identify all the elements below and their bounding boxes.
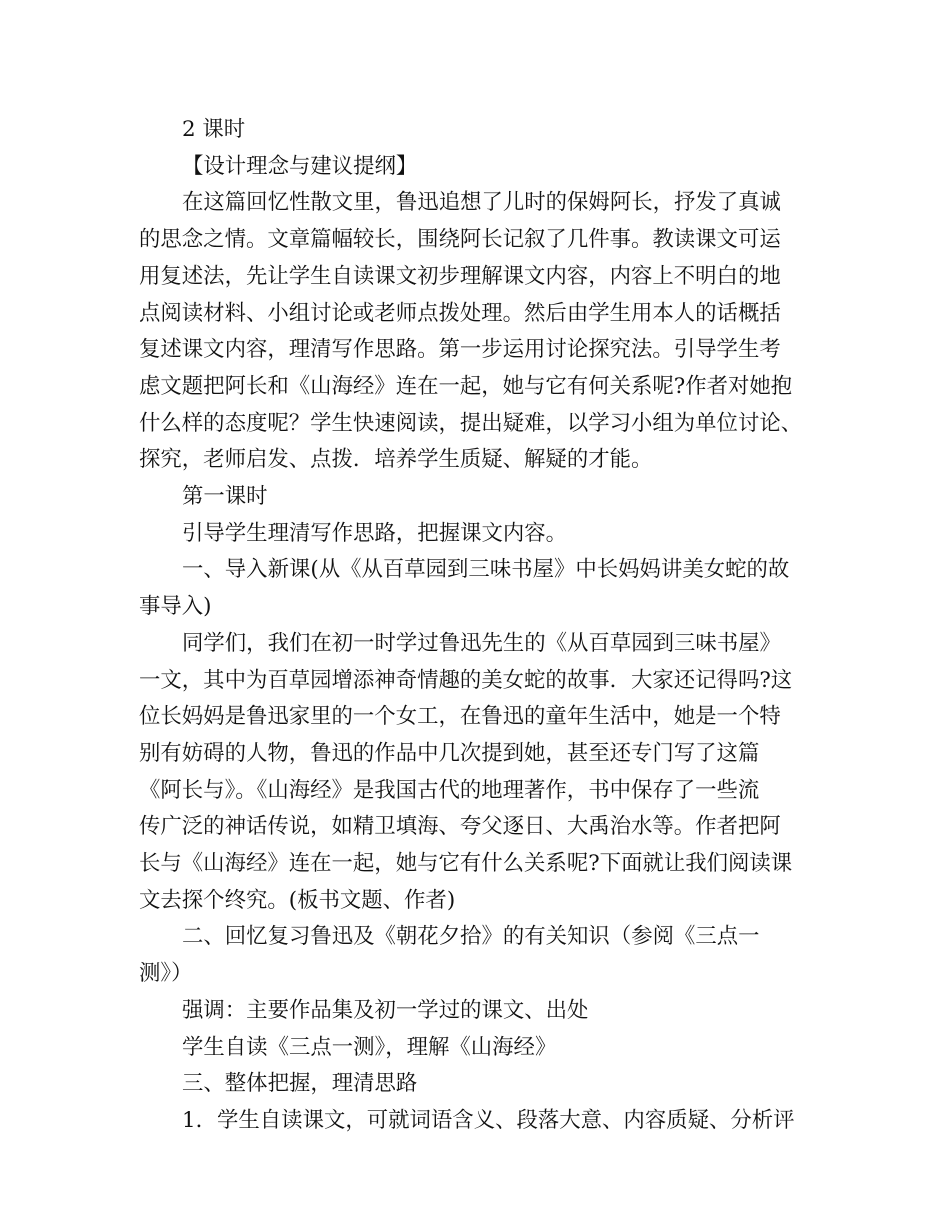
text-line: 长与《山海经》连在一起，她与它有什么关系呢?下面就让我们阅读课 [139,851,793,877]
step-heading-1: 一、导入新课(从《从百草园到三味书屋》中长妈妈讲美女蛇的故 [182,557,790,583]
text-line: 别有妨碍的人物，鲁迅的作品中几次提到她，甚至还专门写了这篇 [139,740,760,766]
text-line: 用复述法，先让学生自读课文初步理解课文内容，内容上不明白的地 [139,263,781,289]
text-line: 《阿长与》。《山海经》是我国古代的地理著作，书中保存了一些流 [139,777,760,803]
text-line: 探究，老师启发、点拨．培养学生质疑、解疑的才能。 [139,447,653,473]
text-line: 一文，其中为百草园增添神奇情趣的美女蛇的故事．大家还记得吗?这 [139,667,793,693]
document-body [139,112,829,1140]
text-line: 引导学生理清写作思路，把握课文内容。 [182,520,568,546]
text-line: 强调：主要作品集及初一学过的课文、出处 [182,997,589,1023]
text-line: 什么样的态度呢？学生快速阅读，提出疑难，以学习小组为单位讨论、 [139,410,803,436]
text-line: 的思念之情。文章篇幅较长，围绕阿长记叙了几件事。教读课文可运 [139,227,781,253]
text-line: 文去探个终究。(板书文题、作者) [139,887,456,913]
text-line: 虑文题把阿长和《山海经》连在一起，她与它有何关系呢?作者对她抱 [139,373,793,399]
text-line: 点阅读材料、小组讨论或老师点拨处理。然后由学生用本人的话概括 [139,300,781,326]
step-heading-3: 三、整体把握，理清思路 [182,1071,418,1097]
section-heading-design: 【设计理念与建议提纲】 [182,153,418,179]
text-line: 在这篇回忆性散文里，鲁迅追想了儿时的保姆阿长，抒发了真诚 [182,190,781,216]
text-line: 事导入) [139,594,212,620]
section-heading-first-lesson: 第一课时 [182,484,268,510]
step-heading-2: 二、回忆复习鲁迅及《朝花夕拾》的有关知识（参阅《三点一 [182,924,760,950]
text-line: 复述课文内容，理清写作思路。第一步运用讨论探究法。引导学生考 [139,337,781,363]
text-line: 1．学生自读课文，可就词语含义、段落大意、内容质疑、分析评 [182,1107,795,1133]
text-line: 位长妈妈是鲁迅家里的一个女工，在鲁迅的童年生活中，她是一个特 [139,704,781,730]
text-line: 传广泛的神话传说，如精卫填海、夸父逐日、大禹治水等。作者把阿 [139,814,781,840]
lesson-duration-line: 2 课时 [182,117,246,142]
text-line: 测》） [139,961,193,987]
text-line: 同学们，我们在初一时学过鲁迅先生的《从百草园到三味书屋》 [182,630,781,656]
text-line: 学生自读《三点一测》，理解《山海经》 [182,1034,557,1060]
